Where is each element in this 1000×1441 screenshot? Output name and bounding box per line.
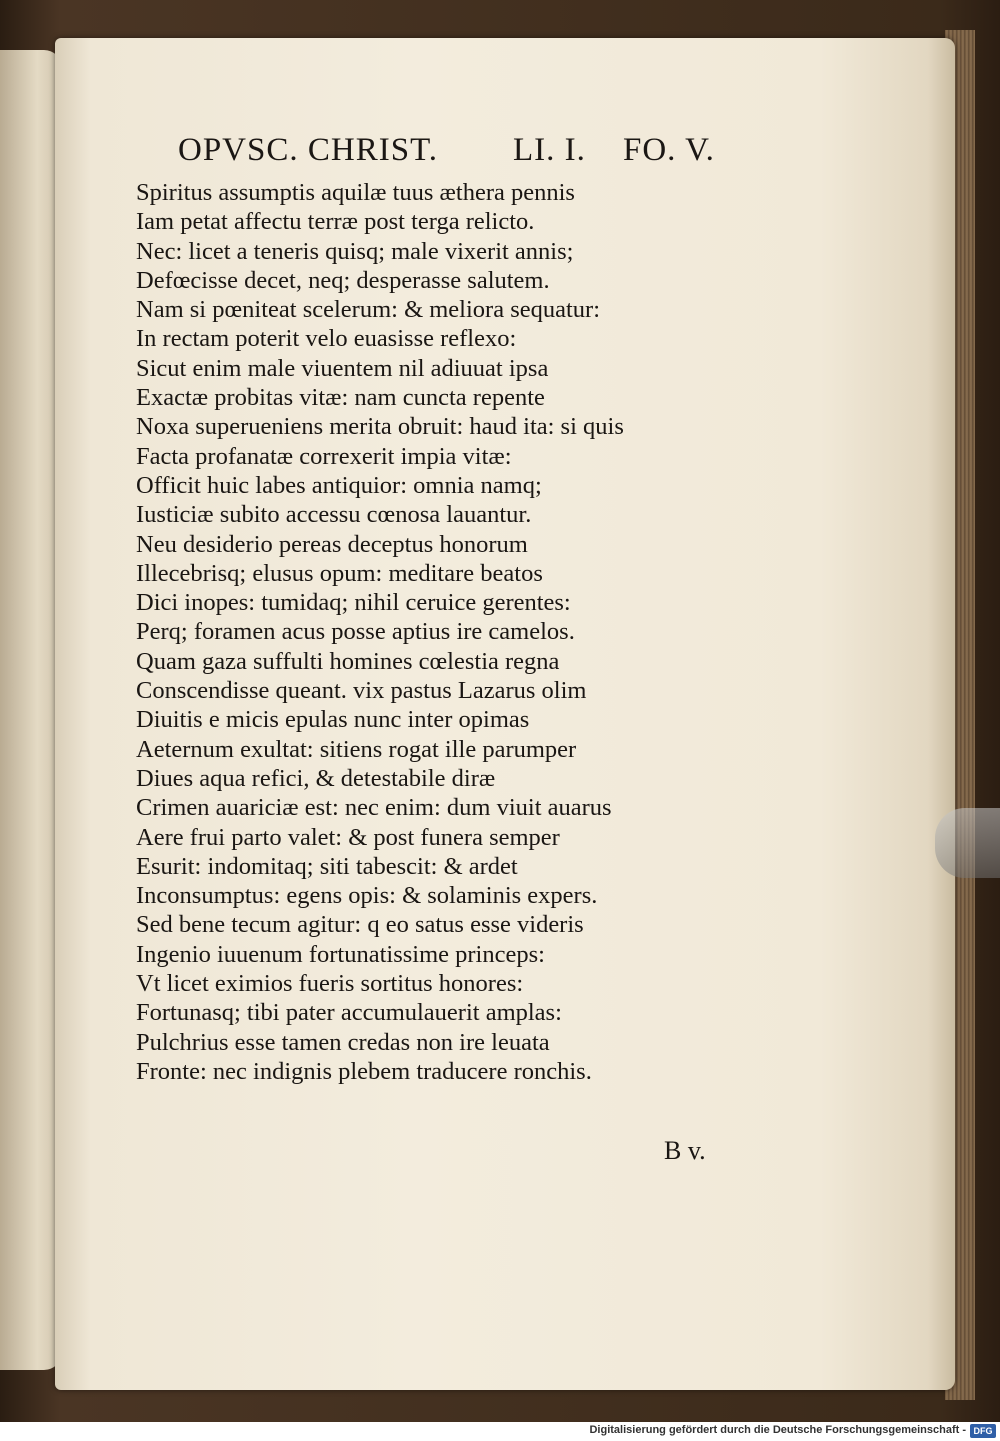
signature-mark: B v. — [664, 1136, 706, 1165]
verse-line: Sed bene tecum agitur: q eo satus esse videris — [136, 911, 584, 939]
verse-line: Aere frui parto valet: & post funera semper — [136, 823, 560, 851]
verse-block — [136, 178, 736, 1086]
verse-line: Iam petat affectu terræ post terga relicto. — [136, 208, 535, 236]
verse-line: Officit huic labes antiquior: omnia namq; — [136, 471, 542, 499]
dfg-logo: DFG — [970, 1424, 996, 1438]
verse-line: In rectam poterit velo euasisse reflexo: — [136, 325, 517, 353]
footer-bar — [0, 1422, 1000, 1441]
verse-line: Illecebrisq; elusus opum: meditare beatos — [136, 559, 543, 587]
verse-line: Nec: licet a teneris quisq; male vixerit annis; — [136, 237, 574, 265]
verse-line: Perq; foramen acus posse aptius ire camelos. — [136, 618, 575, 646]
verse-line: Sicut enim male viuentem nil adiuuat ipsa — [136, 354, 549, 382]
book-number: LI. I. — [513, 132, 586, 168]
verse-line: Pulchrius esse tamen credas non ire leuata — [136, 1028, 550, 1056]
verse-line: Iusticiæ subito accessu cœnosa lauantur. — [136, 501, 532, 529]
verse-line: Diuitis e micis epulas nunc inter opimas — [136, 706, 530, 734]
verse-line: Dici inopes: tumidaq; nihil ceruice gerentes: — [136, 589, 571, 617]
verse-line: Conscendisse queant. vix pastus Lazarus olim — [136, 677, 587, 705]
verse-line: Crimen auariciæ est: nec enim: dum viuit auarus — [136, 794, 612, 822]
verse-line: Defœcisse decet, neq; desperasse salutem. — [136, 266, 550, 294]
verse-line: Noxa superueniens merita obruit: haud ita: si quis — [136, 413, 624, 441]
verse-line: Ingenio iuuenum fortunatissime princeps: — [136, 940, 545, 968]
verse-line: Diues aqua refici, & detestabile diræ — [136, 764, 496, 792]
verso-page-edge — [0, 50, 62, 1370]
verse-line: Neu desiderio pereas deceptus honorum — [136, 530, 528, 558]
verse-line: Fortunasq; tibi pater accumulauerit amplas: — [136, 999, 562, 1027]
verse-line: Esurit: indomitaq; siti tabescit: & ardet — [136, 852, 518, 880]
verse-line: Vt licet eximios fueris sortitus honores: — [136, 970, 524, 998]
verse-line: Aeternum exultat: sitiens rogat ille parumper — [136, 735, 577, 763]
verse-line: Nam si pœniteat scelerum: & meliora sequatur: — [136, 296, 601, 324]
page-clip — [935, 808, 1000, 878]
verse-line: Exactæ probitas vitæ: nam cuncta repente — [136, 384, 545, 412]
verse-line: Facta profanatæ correxerit impia vitæ: — [136, 442, 512, 470]
verse-line: Fronte: nec indignis plebem traducere ronchis. — [136, 1057, 592, 1085]
footer-credit: Digitalisierung gefördert durch die Deutsche Forschungsgemeinschaft - — [589, 1424, 966, 1436]
verse-line: Spiritus assumptis aquilæ tuus æthera pennis — [136, 179, 575, 206]
verse-line: Inconsumptus: egens opis: & solaminis expers. — [136, 882, 598, 910]
running-title: OPVSC. CHRIST. — [178, 132, 439, 168]
folio-number: FO. V. — [623, 132, 715, 168]
verse-line: Quam gaza suffulti homines cœlestia regna — [136, 647, 560, 675]
